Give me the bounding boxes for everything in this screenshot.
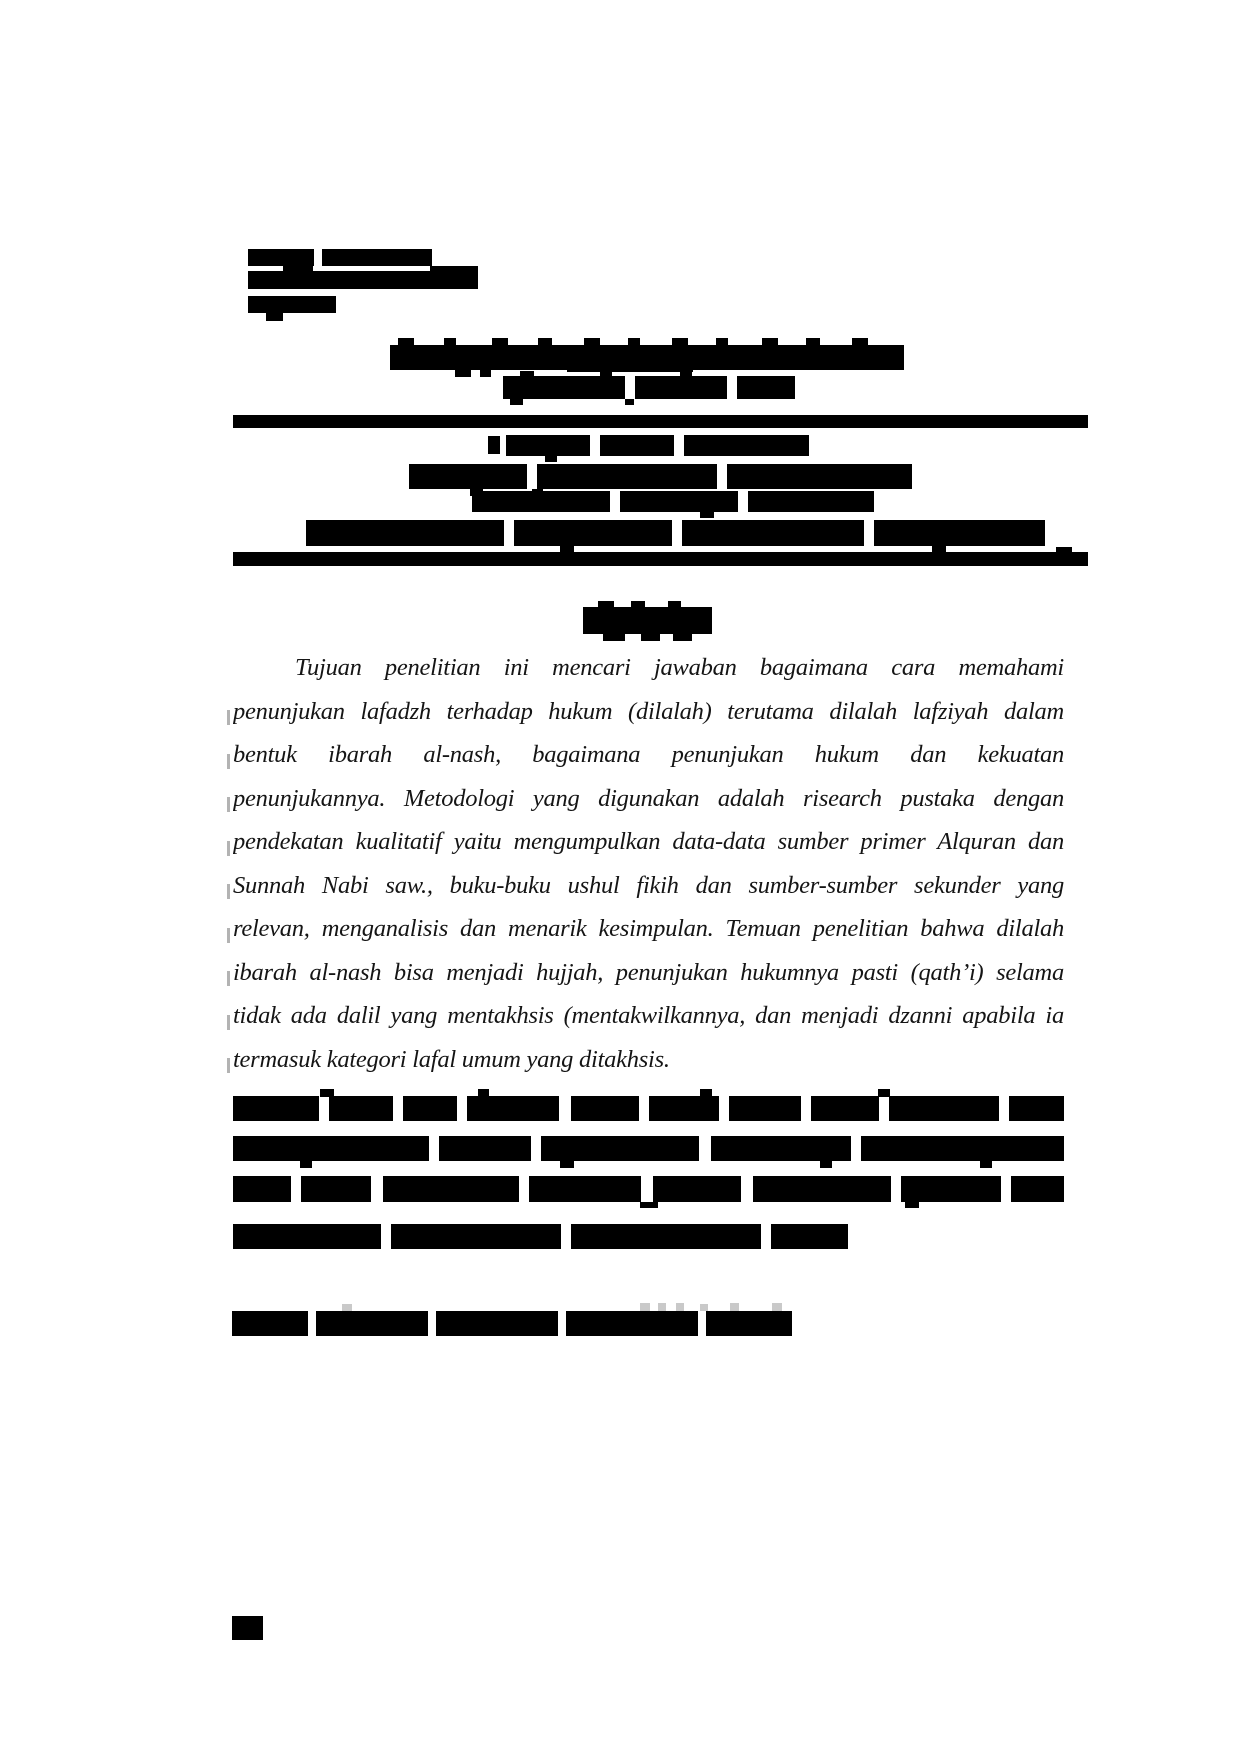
redaction-bar [700, 512, 714, 518]
redaction-bar [889, 1096, 999, 1121]
redaction-bar [316, 1311, 428, 1336]
redaction-bar [478, 1089, 489, 1097]
redaction-bar [227, 710, 230, 725]
redaction-bar [980, 1161, 992, 1168]
redaction-bar [398, 338, 414, 346]
redaction-bar [748, 491, 874, 512]
redaction-bar [878, 1089, 890, 1097]
redaction-bar [233, 552, 1088, 566]
redaction-bar [874, 520, 1045, 546]
redaction-bar [266, 313, 283, 321]
redaction-bar [706, 1311, 792, 1336]
redaction-bar [430, 266, 478, 272]
redaction-bar [852, 338, 868, 346]
redaction-bar [673, 634, 692, 641]
redaction-bar [628, 338, 640, 346]
redaction-bar [625, 399, 634, 405]
redaction-bar [635, 376, 727, 399]
redaction-bar [811, 1096, 879, 1121]
redaction-bar [901, 1176, 1001, 1202]
redaction-bar [668, 601, 681, 608]
redaction-bar [390, 345, 904, 370]
redaction-bar [472, 491, 610, 512]
redaction-bar [820, 1161, 832, 1168]
redaction-bar [684, 435, 809, 456]
redaction-bar [1056, 547, 1072, 554]
redaction-bar [510, 399, 523, 405]
redaction-bar [600, 371, 612, 376]
redaction-bar [455, 369, 471, 377]
redaction-bar [641, 634, 660, 641]
redaction-bar [598, 601, 614, 608]
redaction-bar [439, 1136, 531, 1161]
redaction-bar [541, 1136, 699, 1161]
redaction-bar [653, 1176, 741, 1202]
redaction-bar [248, 296, 336, 313]
abstract-line: tidak ada dalil yang mentakhsis (mentakwilkannya, dan menjadi dzanni apabila ia [233, 1002, 1064, 1029]
redaction-bar [383, 1176, 519, 1202]
abstract-line: ibarah al-nash bisa menjadi hujjah, penunjukan hukumnya pasti (qath’i) selama [233, 958, 1064, 986]
redaction-bar [658, 1303, 666, 1311]
redaction-bar [233, 1176, 291, 1202]
redaction-bar [560, 1161, 574, 1168]
redaction-bar [329, 1096, 393, 1121]
redaction-bar [730, 1303, 739, 1311]
redaction-bar [631, 601, 645, 608]
redaction-bar [301, 1176, 371, 1202]
abstract-line: penunjukannya. Metodologi yang digunakan adalah risearch pustaka dengan [233, 784, 1064, 812]
redaction-bar [771, 1224, 848, 1249]
redaction-bar [233, 1136, 429, 1161]
redaction-bar [571, 1224, 761, 1249]
redaction-bar [676, 1303, 684, 1311]
redaction-bar [545, 456, 557, 462]
redaction-bar [248, 271, 478, 289]
redaction-bar [861, 1136, 1064, 1161]
redaction-bar [716, 338, 728, 346]
redaction-bar [700, 1089, 712, 1097]
redaction-bar [583, 607, 712, 634]
redaction-bar [503, 376, 625, 399]
redaction-bar [1011, 1176, 1064, 1202]
redaction-bar [905, 1202, 919, 1208]
abstract-body [233, 646, 1064, 1081]
redaction-bar [391, 1224, 561, 1249]
abstract-line: relevan, menganalisis dan menarik kesimpulan. Temuan penelitian bahwa dilalah [233, 915, 1064, 942]
redaction-bar [227, 1058, 230, 1073]
redaction-bar [409, 464, 527, 489]
redaction-bar [649, 1096, 719, 1121]
redaction-bar [529, 1176, 641, 1202]
redaction-bar [729, 1096, 801, 1121]
redaction-bar [233, 415, 1088, 428]
redaction-bar [232, 1311, 308, 1336]
redaction-bar [227, 797, 230, 812]
redaction-bar [514, 520, 672, 546]
redaction-bar [227, 884, 230, 899]
redaction-bar [567, 368, 693, 372]
redaction-bar [700, 1304, 708, 1311]
redaction-bar [227, 971, 230, 986]
abstract-line: penunjukan lafadzh terhadap hukum (dilalah) terutama dilalah lafziyah dalam [233, 697, 1064, 725]
redaction-bar [488, 436, 500, 454]
redaction-bar [600, 435, 674, 456]
redaction-bar [322, 249, 432, 266]
abstract-line: pendekatan kualitatif yaitu mengumpulkan data-data sumber primer Alquran dan [233, 828, 1064, 855]
redaction-bar [233, 1224, 381, 1249]
abstract-line: Sunnah Nabi saw., buku-buku ushul fikih dan sumber-sumber sekunder yang [233, 871, 1064, 899]
redaction-bar [492, 338, 508, 346]
redaction-bar [537, 464, 717, 489]
redaction-bar [403, 1096, 457, 1121]
redaction-bar [470, 489, 483, 496]
redaction-bar [1009, 1096, 1064, 1121]
redaction-bar [520, 371, 534, 376]
abstract-line: Tujuan penelitian ini mencari jawaban bagaimana cara memahami [295, 654, 1064, 681]
redaction-bar [227, 841, 230, 856]
redaction-bar [538, 338, 552, 346]
redaction-bar [248, 249, 314, 266]
redaction-bar [737, 376, 795, 399]
redaction-bar [620, 491, 738, 512]
redaction-bar [233, 1096, 319, 1121]
redaction-bar [727, 464, 912, 489]
redaction-bar [283, 265, 313, 273]
abstract-line: termasuk kategori lafal umum yang ditakhsis. [233, 1045, 670, 1073]
redaction-bar [227, 754, 230, 769]
redaction-bar [806, 338, 820, 346]
redaction-bar [506, 435, 590, 456]
redaction-bar [560, 546, 574, 553]
redaction-bar [342, 1304, 352, 1311]
redaction-bar [467, 1096, 559, 1121]
redaction-bar [571, 1096, 639, 1121]
redaction-bar [566, 1311, 698, 1336]
redaction-bar [762, 338, 778, 346]
redaction-bar [227, 928, 230, 943]
abstract-line: bentuk ibarah al-nash, bagaimana penunjukan hukum dan kekuatan [233, 741, 1064, 768]
redaction-bar [772, 1303, 782, 1311]
redaction-bar [436, 1311, 558, 1336]
redaction-bar [444, 338, 456, 346]
redaction-bar [584, 338, 600, 346]
redaction-bar [232, 1616, 263, 1640]
redaction-bar [603, 634, 625, 641]
redaction-bar [320, 1089, 334, 1097]
redaction-bar [300, 1161, 312, 1168]
redaction-bar [753, 1176, 891, 1202]
redaction-bar [672, 338, 688, 346]
redaction-bar [932, 546, 946, 553]
redaction-bar [480, 369, 491, 377]
redaction-bar [682, 520, 864, 546]
redaction-bar [680, 371, 692, 376]
redaction-bar [640, 1202, 658, 1208]
redaction-bar [711, 1136, 851, 1161]
redaction-bar [306, 520, 504, 546]
redaction-bar [532, 489, 543, 496]
redaction-bar [227, 1015, 230, 1030]
redaction-bar [640, 1303, 650, 1311]
